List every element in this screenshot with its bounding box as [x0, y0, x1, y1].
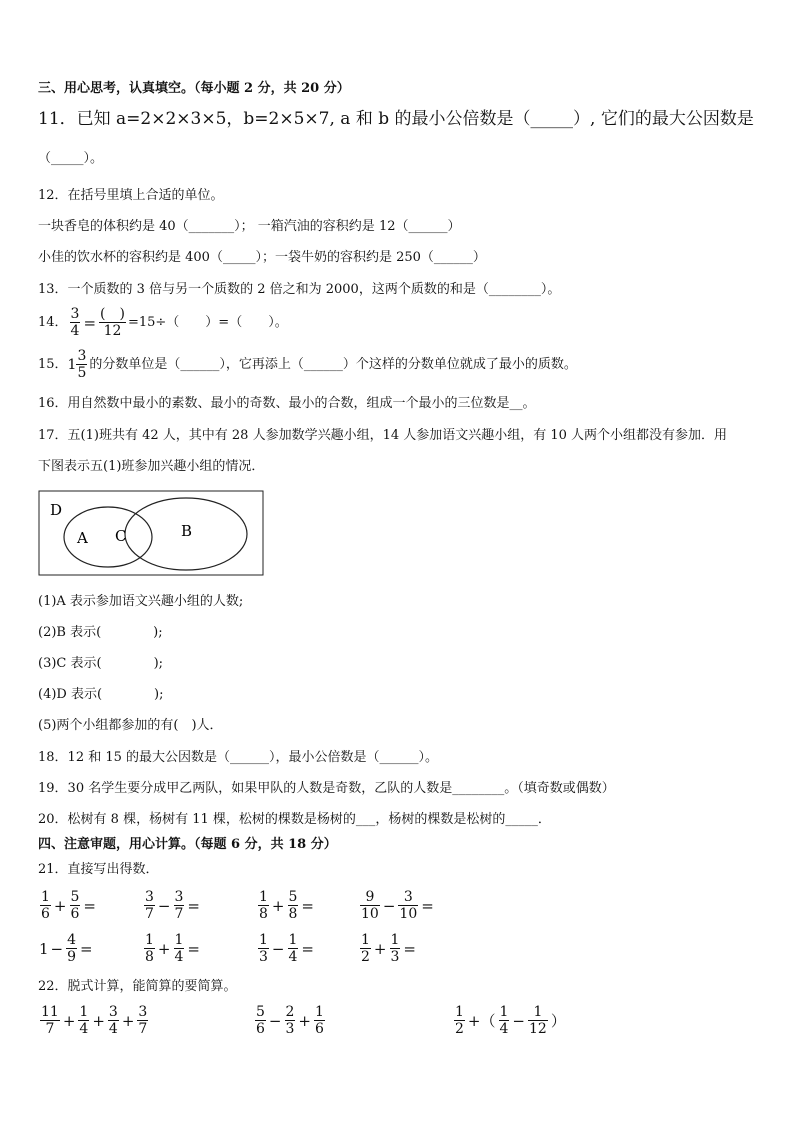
q21-e4-a-num: 9 — [360, 889, 380, 906]
q14-f1-denominator: 4 — [70, 323, 80, 339]
q22-x2-a-num: 5 — [256, 1004, 265, 1020]
question-17-sub3: (3)C 表示( ); — [38, 656, 164, 671]
venn-diagram — [38, 490, 266, 578]
q22-x3-close: ） — [550, 1012, 566, 1030]
venn-rectangle-d — [39, 491, 263, 575]
q14-fraction-1 — [70, 306, 81, 339]
q21-e2-a-den: 7 — [145, 906, 154, 922]
q21-e3-eq: = — [301, 896, 314, 915]
q21-e3-op: + — [271, 896, 285, 915]
question-16: 16．用自然数中最小的素数、最小的奇数、最小的合数，组成一个最小的三位数是__。 — [38, 396, 536, 411]
q21-e1-op: + — [53, 896, 67, 915]
q21-expression-5 — [38, 932, 94, 965]
q22-x3-c-num: 1 — [528, 1004, 548, 1021]
q21-e5-whole: 1 — [39, 939, 49, 958]
q21-e1-eq: = — [83, 896, 96, 915]
q22-x1-d-den: 7 — [138, 1021, 148, 1037]
q21-e4-b-num: 3 — [398, 889, 418, 906]
q22-x1-d-num: 3 — [138, 1004, 148, 1020]
question-21-title: 21．直接写出得数． — [38, 862, 159, 877]
q22-x1-op2: + — [92, 1011, 105, 1030]
q21-e5-b-num: 4 — [67, 932, 77, 948]
q21-e6-a-num: 1 — [145, 932, 154, 948]
q21-e1-a-num: 1 — [41, 889, 50, 905]
question-14 — [38, 306, 288, 339]
q21-e5-op: − — [50, 939, 64, 958]
venn-label-c: C — [115, 527, 127, 545]
q14-f1-numerator: 3 — [70, 306, 80, 322]
q21-expression-8 — [358, 932, 417, 965]
q22-x1-op3: + — [121, 1011, 135, 1030]
q22-x1-a-den: 7 — [45, 1021, 55, 1037]
q21-e2-b-num: 3 — [174, 889, 184, 905]
q21-e2-a-num: 3 — [145, 889, 154, 905]
q21-e7-a-num: 1 — [259, 932, 268, 948]
q22-x2-op1: − — [268, 1011, 282, 1030]
q22-x1-b-num: 1 — [79, 1004, 89, 1020]
q15-whole: 1 — [67, 356, 77, 373]
q22-x1-b-den: 4 — [79, 1021, 89, 1037]
q21-e2-op: − — [157, 896, 171, 915]
q21-e1-a-den: 6 — [41, 906, 50, 922]
q21-e5-b-den: 9 — [67, 949, 77, 965]
q22-x2-b-num: 2 — [285, 1004, 295, 1020]
q14-label: 14． — [38, 314, 68, 330]
q21-e5-eq: = — [80, 939, 93, 958]
q22-x3-b-den: 4 — [499, 1021, 509, 1037]
question-12-title: 12．在括号里填上合适的单位。 — [38, 188, 224, 203]
q22-x2-op2: + — [298, 1011, 311, 1030]
question-19: 19．30 名学生要分成甲乙两队，如果甲队的人数是奇数，乙队的人数是________。（填奇数或偶数） — [38, 781, 615, 796]
q22-x1-c-den: 4 — [108, 1021, 118, 1037]
question-15 — [38, 348, 577, 381]
question-18: 18．12 和 15 的最大公因数是（______），最小公倍数是（______）。 — [38, 750, 439, 765]
q21-e4-eq: = — [421, 896, 434, 915]
q21-e1-b-num: 5 — [70, 889, 80, 905]
q21-e8-a-num: 1 — [361, 932, 370, 948]
q22-x3-b-num: 1 — [499, 1004, 509, 1020]
q22-x3-a-den: 2 — [455, 1021, 464, 1037]
q22-x1-op1: + — [62, 1011, 76, 1030]
q21-e4-b-den: 10 — [399, 906, 418, 922]
q22-x1-c-num: 3 — [108, 1004, 118, 1020]
q21-e8-a-den: 2 — [361, 949, 370, 965]
q21-e6-b-num: 1 — [174, 932, 184, 948]
q21-e3-b-num: 5 — [288, 889, 298, 905]
q21-e6-b-den: 4 — [174, 949, 184, 965]
question-17-sub1: (1)A 表示参加语文兴趣小组的人数; — [38, 594, 244, 609]
q22-x3-op1: +（ — [467, 1012, 496, 1030]
q21-expression-3 — [256, 889, 315, 922]
venn-label-b: B — [181, 522, 193, 540]
q21-e7-a-den: 3 — [259, 949, 268, 965]
question-17-line2: 下图表示五(1)班参加兴趣小组的情况． — [38, 459, 265, 474]
question-17-sub2: (2)B 表示( ); — [38, 625, 163, 640]
q22-x1-a-num: 11 — [41, 1004, 59, 1020]
q21-e2-eq: = — [187, 896, 200, 915]
q22-x2-c-num: 1 — [315, 1004, 324, 1020]
q21-e7-op: − — [271, 939, 285, 958]
venn-label-d: D — [50, 501, 63, 519]
q21-e4-a-den: 10 — [361, 906, 379, 922]
q22-x2-b-den: 3 — [285, 1021, 295, 1037]
section-4-title: 四、注意审题，用心计算。（每题 6 分，共 18 分） — [38, 837, 337, 852]
q15-label: 15． — [38, 356, 68, 372]
q15-mixed-number — [68, 348, 90, 381]
q14-rest: =15÷（ ）=（ ）。 — [127, 314, 288, 330]
q22-expression-1 — [38, 1004, 150, 1037]
q21-e6-op: + — [157, 939, 171, 958]
question-12-line2: 小佳的饮水杯的容积约是 400（_____）；一袋牛奶的容积约是 250（______） — [38, 250, 486, 265]
q21-e3-a-den: 8 — [259, 906, 268, 922]
q21-e3-a-num: 1 — [259, 889, 268, 905]
q14-fraction-2 — [99, 306, 126, 339]
q15-fraction — [76, 348, 87, 381]
q22-x2-c-den: 6 — [315, 1021, 324, 1037]
q21-e8-b-num: 1 — [390, 932, 400, 948]
question-11-line2: （_____）。 — [38, 151, 104, 166]
q15-rest: 的分数单位是（______），它再添上（______）个这样的分数单位就成了最小的质数。 — [89, 356, 577, 372]
q21-e8-op: + — [373, 939, 387, 958]
question-17-sub5: (5)两个小组都参加的有( )人． — [38, 718, 223, 733]
q21-e1-b-den: 6 — [70, 906, 80, 922]
q21-expression-6 — [142, 932, 201, 965]
q15-denominator: 5 — [77, 365, 87, 381]
q21-e7-b-den: 4 — [288, 949, 298, 965]
q14-equals: = — [83, 313, 97, 332]
q21-e4-op: − — [382, 896, 396, 915]
q22-x3-a-num: 1 — [455, 1004, 464, 1020]
q21-expression-2 — [142, 889, 201, 922]
q21-e6-eq: = — [187, 939, 200, 958]
venn-label-a: A — [77, 529, 88, 547]
q22-expression-3 — [452, 1004, 567, 1037]
q21-expression-1 — [38, 889, 97, 922]
q21-e7-eq: = — [301, 939, 314, 958]
q22-expression-2 — [253, 1004, 327, 1037]
question-17-line1: 17．五(1)班共有 42 人，其中有 28 人参加数学兴趣小组，14 人参加语文兴趣小组，有 10 人两个小组都没有参加．用 — [38, 428, 728, 443]
q21-e8-b-den: 3 — [390, 949, 400, 965]
question-11-line1: 11．已知 a=2×2×3×5，b=2×5×7, a 和 b 的最小公倍数是（_____）, 它们的最大公因数是 — [38, 109, 754, 129]
section-3-title: 三、用心思考，认真填空。（每小题 2 分，共 20 分） — [38, 81, 350, 96]
q14-f2-denominator: 12 — [103, 323, 122, 339]
question-17-sub4: (4)D 表示( ); — [38, 687, 164, 702]
question-20: 20．松树有 8 棵，杨树有 11 棵，松树的棵数是杨树的___，杨树的棵数是松树的_____． — [38, 812, 551, 827]
q15-numerator: 3 — [77, 348, 87, 364]
question-12-line1: 一块香皂的体积约是 40（_______）； 一箱汽油的容积约是 12（______） — [38, 219, 461, 234]
q21-e3-b-den: 8 — [288, 906, 298, 922]
q22-x2-a-den: 6 — [256, 1021, 265, 1037]
question-13: 13．一个质数的 3 倍与另一个质数的 2 倍之和为 2000，这两个质数的和是（________）。 — [38, 282, 561, 297]
q22-x3-op2: − — [512, 1011, 525, 1030]
q14-f2-numerator: ( ) — [100, 306, 125, 322]
question-22-title: 22．脱式计算，能简算的要简算。 — [38, 979, 237, 994]
q21-e2-b-den: 7 — [174, 906, 184, 922]
q21-expression-7 — [256, 932, 315, 965]
q21-e8-eq: = — [403, 939, 416, 958]
q22-x3-c-den: 12 — [529, 1021, 547, 1037]
q21-e7-b-num: 1 — [288, 932, 298, 948]
q21-expression-4 — [358, 889, 435, 922]
q21-e6-a-den: 8 — [145, 949, 154, 965]
